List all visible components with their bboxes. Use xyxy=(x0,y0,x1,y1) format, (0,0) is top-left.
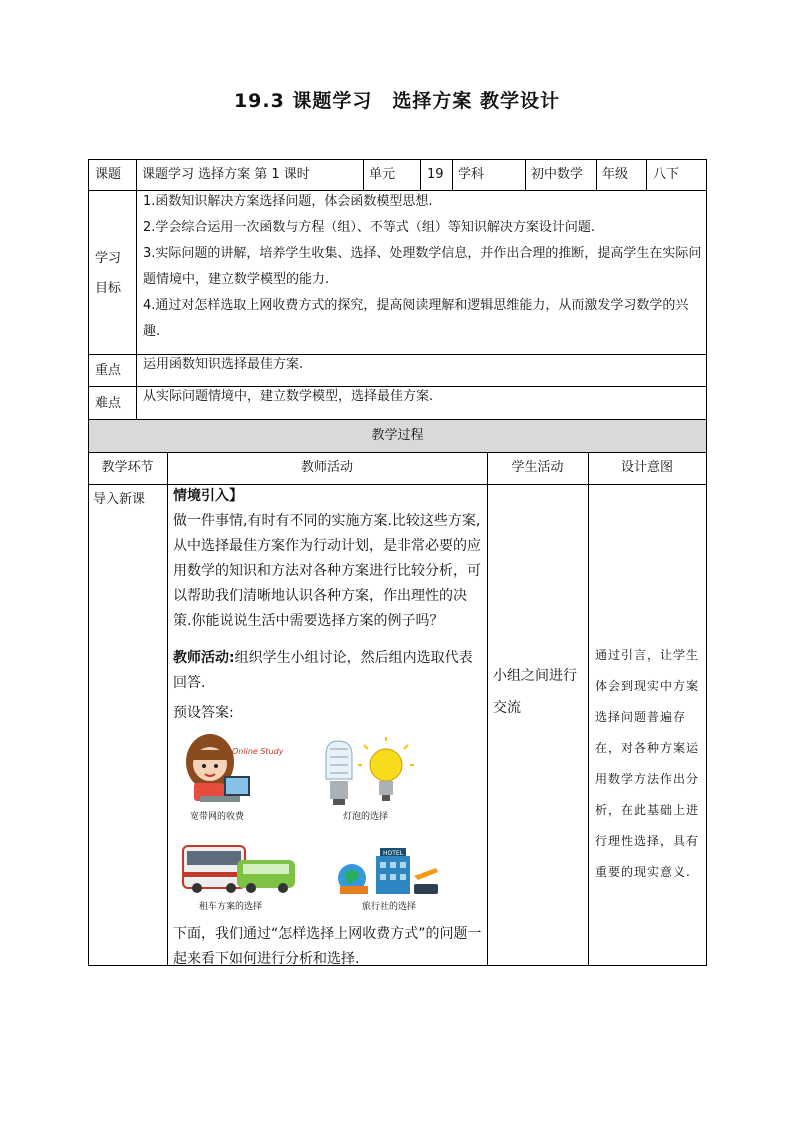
closing-text: 下面，我们通过“怎样选择上网收费方式”的问题一起来看下如何进行分析和选择. xyxy=(173,926,482,967)
table-line xyxy=(452,159,453,191)
design-intent: 通过引言，让学生体会到现实中方案选择问题普遍存在，对各种方案运用数学方法作出分析，在此基础上进行理性选择，具有重要的现实意义. xyxy=(595,648,700,879)
grade-value: 八下 xyxy=(653,167,680,182)
teacher-activity-label: 教师活动: xyxy=(173,650,235,666)
key-point-value: 运用函数知识选择最佳方案. xyxy=(143,357,304,372)
img-caption: 宽带网的收费 xyxy=(190,812,245,822)
objective-item: 1.函数知识解决方案选择问题，体会函数模型思想. xyxy=(143,194,433,209)
table-line xyxy=(88,452,707,453)
table-line xyxy=(136,159,137,420)
table-line xyxy=(525,159,526,191)
difficulty-label: 难点 xyxy=(95,396,122,411)
student-activity: 小组之间进行交流 xyxy=(493,668,577,716)
objectives-label: 目标 xyxy=(95,281,122,296)
objective-item: 4.通过对怎样选取上网收费方式的探究，提高阅读理解和逻辑思维能力，从而激发学习数学的兴趣. xyxy=(143,298,689,339)
table-line xyxy=(88,484,707,485)
hotel-sign-text: HOTEL xyxy=(383,850,404,857)
table-line xyxy=(88,419,707,420)
col-stage-header: 教学环节 xyxy=(101,460,154,475)
topic-label: 课题 xyxy=(95,167,122,182)
table-line xyxy=(596,159,597,191)
intro-text: 做一件事情,有时有不同的实施方案.比较这些方案,从中选择最佳方案作为行动计划，是非常必要的应用数学的知识和方法对各种方案进行比较分析，可以帮助我们清晰地认识各种方案，作出理性的决策.你能说说生活中需要选择方案的例子吗？ xyxy=(173,513,481,629)
grade-label: 年级 xyxy=(602,167,629,182)
table-line xyxy=(646,159,647,191)
online-study-illustration xyxy=(180,728,284,810)
table-line xyxy=(88,159,707,160)
teacher-activity-text: 组织学生小组讨论，然后组内选取代表回答. xyxy=(173,650,473,691)
bus-illustration xyxy=(181,842,299,896)
process-header: 教学过程 xyxy=(371,428,424,443)
table-line xyxy=(363,159,364,191)
unit-label: 单元 xyxy=(369,167,396,182)
objective-item: 3.实际问题的讲解，培养学生收集、选择、处理数学信息，并作出合理的推断，提高学生在实际问题情境中，建立数学模型的能力. xyxy=(143,246,702,287)
key-point-label: 重点 xyxy=(95,363,122,378)
table-line xyxy=(706,159,707,966)
table-line xyxy=(167,452,168,966)
col-teacher-header: 教师活动 xyxy=(300,460,353,475)
online-study-text: Online Study xyxy=(232,747,284,756)
topic-value: 课题学习 选择方案 第 1 课时 xyxy=(142,167,310,182)
table-line xyxy=(88,159,89,966)
preset-answer: 预设答案: xyxy=(173,705,234,721)
table-line xyxy=(420,159,421,191)
table-line xyxy=(588,452,589,966)
img-caption: 灯泡的选择 xyxy=(343,812,389,822)
difficulty-value: 从实际问题情境中，建立数学模型，选择最佳方案. xyxy=(143,389,434,404)
stage-name: 导入新课 xyxy=(93,492,146,507)
col-student-header: 学生活动 xyxy=(511,460,564,475)
travel-agency-illustration xyxy=(336,846,440,898)
subject-label: 学科 xyxy=(458,167,485,182)
objectives-list xyxy=(143,189,703,345)
img-caption: 旅行社的选择 xyxy=(362,902,417,912)
light-bulbs-illustration xyxy=(316,737,410,811)
img-caption: 租车方案的选择 xyxy=(199,902,263,912)
subject-value: 初中数学 xyxy=(531,167,584,182)
objectives-label: 学习 xyxy=(95,251,122,266)
objective-item: 2.学会综合运用一次函数与方程（组）、不等式（组）等知识解决方案设计问题. xyxy=(143,220,596,235)
table-line xyxy=(487,452,488,966)
table-line xyxy=(88,386,707,387)
col-intent-header: 设计意图 xyxy=(620,460,673,475)
intro-heading: 情境引入】 xyxy=(173,488,243,504)
table-line xyxy=(88,354,707,355)
unit-value: 19 xyxy=(427,167,444,182)
page-title: 19.3 课题学习 选择方案 教学设计 xyxy=(233,90,561,112)
teacher-activity xyxy=(173,646,483,696)
